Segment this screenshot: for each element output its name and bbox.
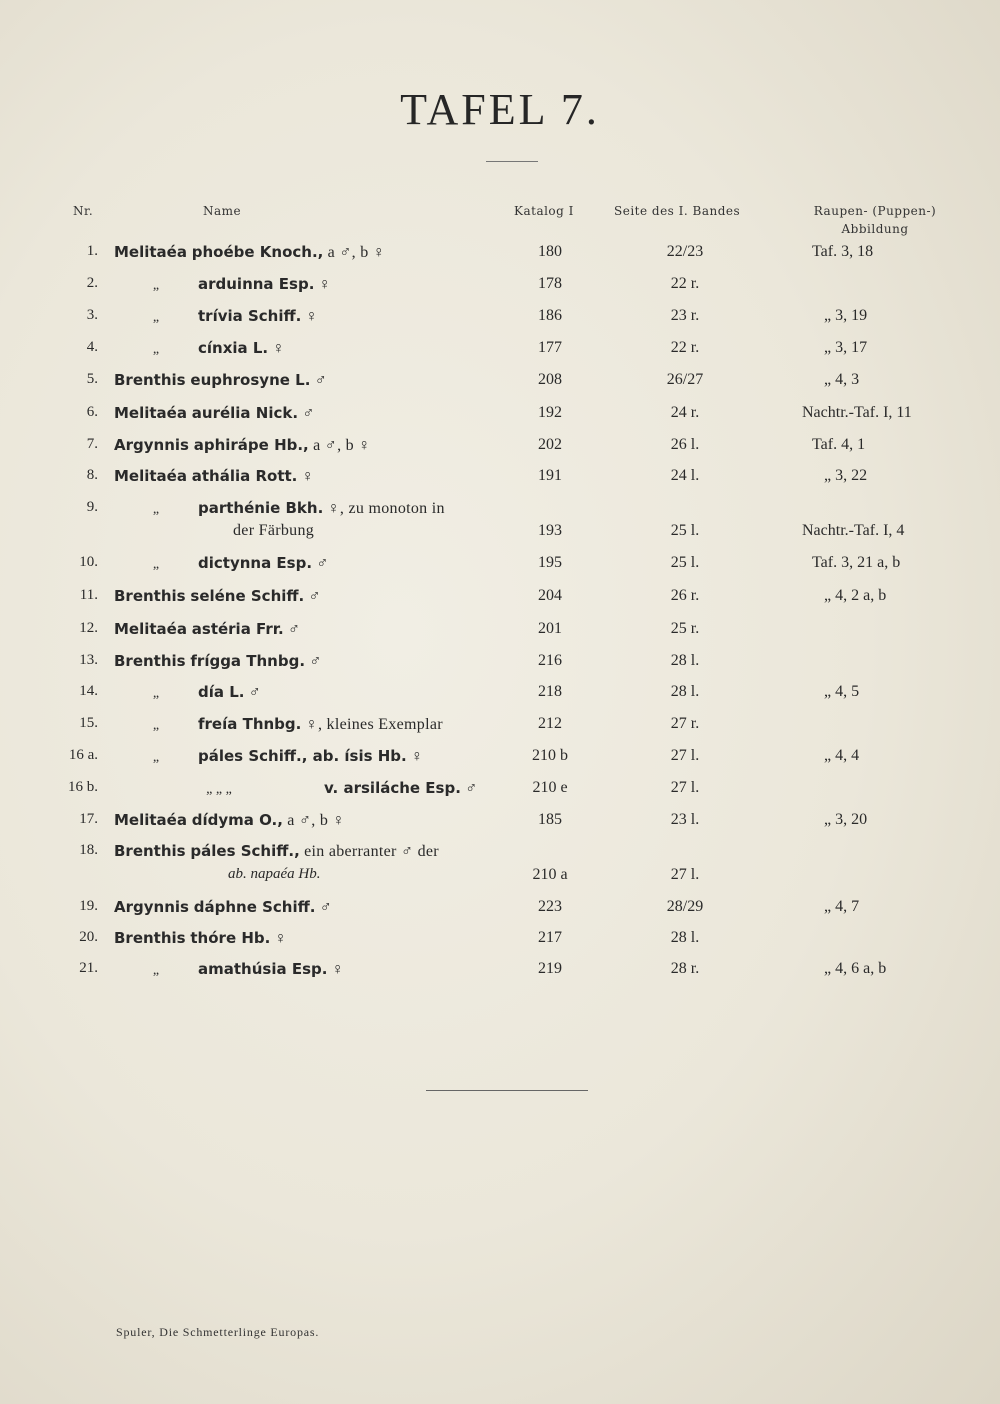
page-reference: 22/23 bbox=[666, 243, 704, 260]
page-reference: 28 l. bbox=[670, 683, 700, 700]
figure-reference: „ 3, 17 bbox=[824, 339, 868, 356]
species-note: ein aberranter ♂ der bbox=[299, 843, 439, 860]
genus-name: Brenthis bbox=[114, 371, 186, 389]
species-name bbox=[114, 779, 478, 798]
figure-reference: „ 4, 7 bbox=[824, 898, 860, 915]
header-katalog: Katalog I bbox=[514, 204, 574, 218]
species-epithet: trívia Schiff. bbox=[198, 307, 302, 325]
figure-reference: Nachtr.-Taf. I, 11 bbox=[802, 404, 912, 421]
species-name bbox=[114, 747, 423, 766]
genus-name: Brenthis bbox=[114, 652, 186, 670]
header-abbildung-1: Raupen- (Puppen-) bbox=[813, 204, 937, 218]
page-reference: 27 l. bbox=[670, 747, 700, 764]
row-number: 14. bbox=[79, 683, 98, 699]
katalog-number: 186 bbox=[538, 307, 562, 324]
species-name bbox=[114, 436, 371, 455]
page-reference: 25 l. bbox=[670, 554, 700, 571]
table-row bbox=[0, 339, 1000, 369]
title-rule bbox=[486, 161, 538, 162]
page-reference: 25 r. bbox=[670, 620, 700, 637]
figure-reference: „ 3, 22 bbox=[824, 467, 868, 484]
species-epithet: freía Thnbg. bbox=[198, 715, 302, 733]
species-note-continued: ab. napaéa Hb. bbox=[228, 866, 321, 882]
ditto-mark: „ bbox=[152, 686, 160, 701]
page-reference: 28/29 bbox=[666, 898, 704, 915]
table-row bbox=[0, 404, 1000, 434]
species-name bbox=[114, 587, 321, 606]
table-row bbox=[0, 929, 1000, 959]
species-epithet: páles Schiff., ab. ísis Hb. bbox=[198, 747, 407, 765]
page-reference: 28 l. bbox=[670, 929, 700, 946]
row-number: 1. bbox=[86, 243, 98, 259]
ditto-mark: „ bbox=[152, 718, 160, 733]
species-epithet: astéria Frr. bbox=[191, 620, 284, 638]
ditto-mark: „ bbox=[152, 963, 160, 978]
table-row-continuation bbox=[0, 522, 1000, 546]
table-row bbox=[0, 620, 1000, 650]
page-reference: 28 l. bbox=[670, 652, 700, 669]
species-name bbox=[114, 554, 329, 573]
species-epithet: phoébe Knoch., bbox=[191, 243, 324, 261]
table-row bbox=[0, 652, 1000, 682]
species-epithet: dáphne Schiff. bbox=[193, 898, 316, 916]
page-reference: 26 r. bbox=[670, 587, 700, 604]
species-name bbox=[114, 620, 300, 639]
page-reference: 28 r. bbox=[670, 960, 700, 977]
species-name bbox=[114, 960, 344, 979]
species-name bbox=[114, 371, 327, 390]
figure-reference: „ 3, 19 bbox=[824, 307, 868, 324]
footer-citation: Spuler, Die Schmetterlinge Europas. bbox=[116, 1325, 320, 1339]
genus-name: Brenthis bbox=[114, 842, 186, 860]
species-epithet: seléne Schiff. bbox=[190, 587, 305, 605]
species-note: a ♂, b ♀ bbox=[308, 437, 371, 454]
katalog-number: 210 e bbox=[532, 779, 568, 796]
species-note: ♂ bbox=[283, 621, 301, 638]
species-note: ♂ bbox=[460, 780, 478, 797]
table-row bbox=[0, 898, 1000, 928]
species-name bbox=[114, 683, 261, 702]
table-row bbox=[0, 811, 1000, 841]
figure-reference: Taf. 3, 21 a, b bbox=[812, 554, 901, 571]
ditto-mark: „ bbox=[152, 310, 160, 325]
species-epithet: aurélia Nick. bbox=[191, 404, 299, 422]
species-epithet: aphirápe Hb., bbox=[193, 436, 309, 454]
figure-reference: Taf. 4, 1 bbox=[812, 436, 866, 453]
row-number: 6. bbox=[86, 404, 98, 420]
figure-reference: „ 3, 20 bbox=[824, 811, 868, 828]
bottom-rule bbox=[426, 1090, 588, 1091]
species-epithet: amathúsia Esp. bbox=[198, 960, 328, 978]
row-number: 15. bbox=[79, 715, 98, 731]
katalog-number: 201 bbox=[538, 620, 562, 637]
katalog-number: 210 a bbox=[532, 866, 568, 883]
row-number: 7. bbox=[86, 436, 98, 452]
figure-reference: Taf. 3, 18 bbox=[812, 243, 874, 260]
species-name bbox=[114, 652, 322, 671]
katalog-number: 177 bbox=[538, 339, 562, 356]
katalog-number: 218 bbox=[538, 683, 562, 700]
species-epithet: euphrosyne L. bbox=[190, 371, 311, 389]
table-row bbox=[0, 307, 1000, 337]
species-name bbox=[114, 715, 443, 734]
row-number: 20. bbox=[79, 929, 98, 945]
figure-reference: „ 4, 4 bbox=[824, 747, 860, 764]
header-nr: Nr. bbox=[73, 204, 94, 218]
table-row bbox=[0, 371, 1000, 401]
species-note-continued: der Färbung bbox=[233, 522, 315, 539]
species-note: ♂ bbox=[298, 405, 315, 422]
row-number: 11. bbox=[79, 587, 98, 603]
row-number: 9. bbox=[86, 499, 98, 515]
species-name bbox=[114, 307, 318, 326]
species-name bbox=[114, 404, 315, 423]
species-epithet: día L. bbox=[198, 683, 245, 701]
genus-name: Melitaéa bbox=[114, 404, 187, 422]
ditto-mark: „ bbox=[152, 342, 160, 357]
species-note: ♂ bbox=[310, 372, 328, 389]
species-name bbox=[114, 275, 331, 294]
row-number: 12. bbox=[79, 620, 98, 636]
katalog-number: 204 bbox=[538, 587, 562, 604]
katalog-number: 219 bbox=[538, 960, 562, 977]
table-row bbox=[0, 587, 1000, 617]
table-row bbox=[0, 715, 1000, 745]
species-name bbox=[114, 929, 287, 948]
genus-name: Brenthis bbox=[114, 587, 186, 605]
figure-reference: „ 4, 6 a, b bbox=[824, 960, 887, 977]
species-note: ♂ bbox=[304, 588, 321, 605]
species-note: ♂ bbox=[244, 684, 262, 701]
species-name bbox=[114, 898, 332, 917]
species-name bbox=[114, 811, 345, 830]
species-note: ♂ bbox=[315, 899, 333, 916]
genus-name: Melitaéa bbox=[114, 467, 187, 485]
header-abbildung-2: Abbildung bbox=[841, 222, 909, 236]
row-number: 8. bbox=[86, 467, 98, 483]
page-reference: 24 l. bbox=[670, 467, 700, 484]
genus-name: Argynnis bbox=[114, 436, 189, 454]
table-row bbox=[0, 243, 1000, 273]
katalog-number: 192 bbox=[538, 404, 562, 421]
species-note: a ♂, b ♀ bbox=[282, 812, 345, 829]
katalog-number: 178 bbox=[538, 275, 562, 292]
species-note: ♀ bbox=[327, 961, 345, 978]
figure-reference: „ 4, 2 a, b bbox=[824, 587, 887, 604]
table-row-continuation bbox=[0, 866, 1000, 890]
katalog-number: 210 b bbox=[532, 747, 568, 764]
page-title: TAFEL 7. bbox=[400, 85, 600, 134]
page-reference: 25 l. bbox=[670, 522, 700, 539]
header-seite: Seite des I. Bandes bbox=[614, 204, 741, 218]
katalog-number: 217 bbox=[538, 929, 562, 946]
species-name bbox=[114, 339, 285, 358]
katalog-number: 202 bbox=[538, 436, 562, 453]
page-reference: 22 r. bbox=[670, 275, 700, 292]
table-row bbox=[0, 436, 1000, 466]
figure-reference: „ 4, 5 bbox=[824, 683, 860, 700]
katalog-number: 223 bbox=[538, 898, 562, 915]
page-reference: 24 r. bbox=[670, 404, 700, 421]
ditto-mark: „ bbox=[152, 557, 160, 572]
row-number: 17. bbox=[79, 811, 98, 827]
species-note: ♀, kleines Exemplar bbox=[301, 716, 443, 733]
species-note: ♀ bbox=[406, 748, 424, 765]
species-note: ♀ bbox=[301, 308, 318, 325]
genus-name: Melitaéa bbox=[114, 620, 187, 638]
table-row bbox=[0, 779, 1000, 809]
katalog-number: 185 bbox=[538, 811, 562, 828]
ditto-mark: „ „ „ bbox=[206, 782, 232, 797]
page-reference: 22 r. bbox=[670, 339, 700, 356]
table-row bbox=[0, 275, 1000, 305]
katalog-number: 208 bbox=[538, 371, 562, 388]
species-note: ♀ bbox=[314, 276, 331, 293]
katalog-number: 216 bbox=[538, 652, 562, 669]
row-number: 13. bbox=[79, 652, 98, 668]
species-note: ♀ bbox=[297, 468, 314, 485]
species-note: ♀ bbox=[268, 340, 285, 357]
species-epithet: dictynna Esp. bbox=[198, 554, 313, 572]
genus-name: Brenthis bbox=[114, 929, 186, 947]
species-epithet: thóre Hb. bbox=[190, 929, 271, 947]
page-reference: 26 l. bbox=[670, 436, 700, 453]
figure-reference: „ 4, 3 bbox=[824, 371, 860, 388]
table-row bbox=[0, 747, 1000, 777]
table-row bbox=[0, 960, 1000, 990]
header-name: Name bbox=[203, 204, 242, 218]
row-number: 19. bbox=[79, 898, 98, 914]
species-note: ♂ bbox=[312, 555, 329, 572]
ditto-mark: „ bbox=[152, 278, 160, 293]
genus-name: Melitaéa bbox=[114, 243, 187, 261]
page-reference: 27 l. bbox=[670, 779, 700, 796]
row-number: 10. bbox=[79, 554, 98, 570]
table-row bbox=[0, 554, 1000, 584]
page-reference: 23 l. bbox=[670, 811, 700, 828]
figure-reference: Nachtr.-Taf. I, 4 bbox=[802, 522, 905, 539]
species-note: ♂ bbox=[305, 653, 322, 670]
row-number: 16 a. bbox=[68, 747, 98, 763]
row-number: 21. bbox=[79, 960, 98, 976]
species-name bbox=[114, 243, 385, 262]
katalog-number: 193 bbox=[538, 522, 562, 539]
page-reference: 27 l. bbox=[670, 866, 700, 883]
genus-name: Melitaéa bbox=[114, 811, 187, 829]
species-epithet: frígga Thnbg. bbox=[190, 652, 306, 670]
page-reference: 27 r. bbox=[670, 715, 700, 732]
row-number: 2. bbox=[86, 275, 98, 291]
ditto-mark: „ bbox=[152, 502, 160, 517]
species-epithet: athália Rott. bbox=[191, 467, 298, 485]
species-epithet: páles Schiff., bbox=[190, 842, 300, 860]
species-epithet: v. arsiláche Esp. bbox=[324, 779, 461, 797]
species-epithet: arduinna Esp. bbox=[198, 275, 315, 293]
row-number: 3. bbox=[86, 307, 98, 323]
katalog-number: 180 bbox=[538, 243, 562, 260]
species-note: ♀, zu monoton in bbox=[323, 500, 445, 517]
species-epithet: cínxia L. bbox=[198, 339, 269, 357]
genus-name: Argynnis bbox=[114, 898, 189, 916]
page-reference: 26/27 bbox=[666, 371, 704, 388]
species-epithet: parthénie Bkh. bbox=[198, 499, 324, 517]
row-number: 5. bbox=[86, 371, 98, 387]
row-number: 16 b. bbox=[68, 779, 98, 795]
species-epithet: dídyma O., bbox=[191, 811, 283, 829]
katalog-number: 212 bbox=[538, 715, 562, 732]
table-row bbox=[0, 683, 1000, 713]
table-row bbox=[0, 467, 1000, 497]
species-name bbox=[114, 499, 445, 518]
species-name bbox=[114, 467, 314, 486]
species-name bbox=[114, 842, 439, 861]
ditto-mark: „ bbox=[152, 750, 160, 765]
row-number: 18. bbox=[79, 842, 98, 858]
species-note: ♀ bbox=[270, 930, 287, 947]
katalog-number: 195 bbox=[538, 554, 562, 571]
row-number: 4. bbox=[86, 339, 98, 355]
species-note: a ♂, b ♀ bbox=[323, 244, 386, 261]
katalog-number: 191 bbox=[538, 467, 562, 484]
page-reference: 23 r. bbox=[670, 307, 700, 324]
